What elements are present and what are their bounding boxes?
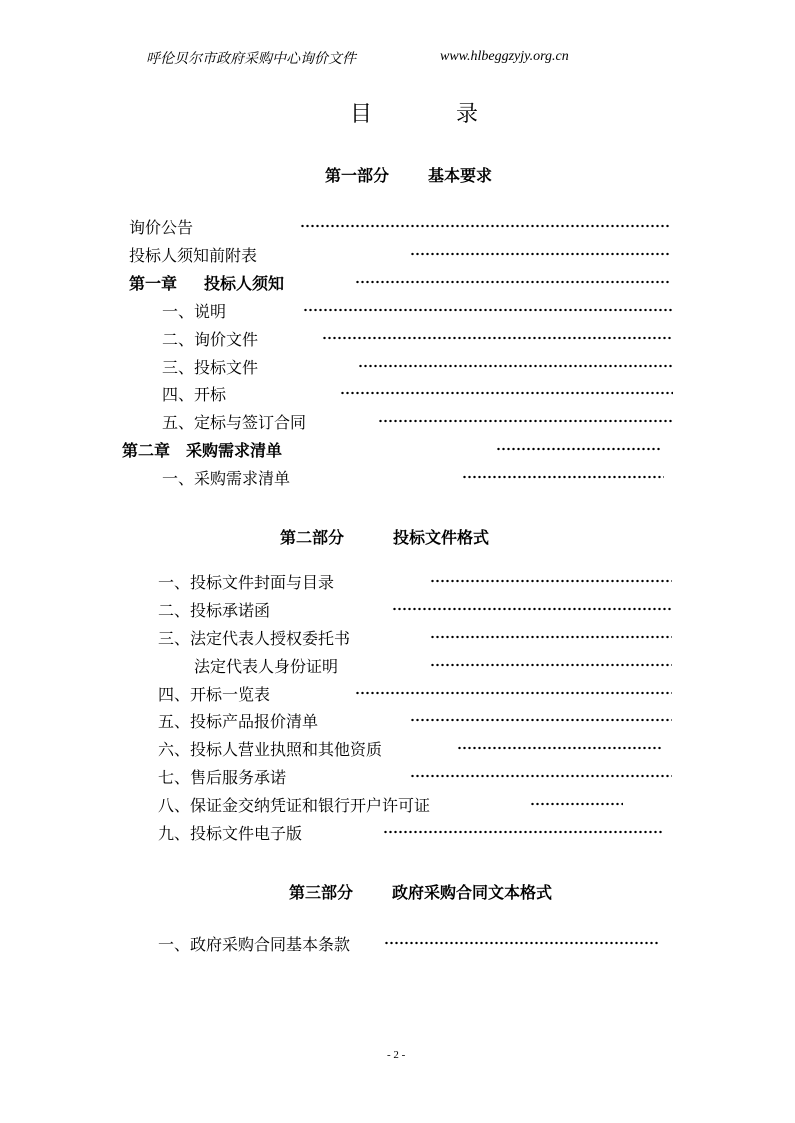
part3-label: 第三部分 <box>289 883 354 902</box>
toc-entry: 九、投标文件电子版 <box>158 824 303 843</box>
toc-title-left: 目 <box>350 102 373 127</box>
chapter-number: 第二章 <box>122 441 171 460</box>
leader-dots <box>303 306 673 314</box>
toc-entry: 一、说明 <box>162 302 227 321</box>
part1-name: 基本要求 <box>428 166 493 185</box>
toc-entry: 五、投标产品报价清单 <box>158 712 319 731</box>
toc-entry: 二、询价文件 <box>162 330 259 349</box>
leader-dots <box>410 772 672 780</box>
leader-dots <box>340 389 673 397</box>
leader-dots <box>355 689 672 697</box>
header-website: www.hlbeggzyjy.org.cn <box>440 49 569 64</box>
toc-title-right: 录 <box>456 102 479 127</box>
leader-dots <box>462 473 664 481</box>
part3-name: 政府采购合同文本格式 <box>392 883 553 902</box>
chapter-number: 第一章 <box>129 274 178 293</box>
leader-dots <box>430 577 672 585</box>
toc-entry: 四、开标一览表 <box>158 685 271 704</box>
toc-entry: 五、定标与签订合同 <box>162 413 307 432</box>
leader-dots <box>355 278 670 286</box>
leader-dots <box>392 605 672 613</box>
toc-entry: 七、售后服务承诺 <box>158 768 287 787</box>
leader-dots <box>378 417 673 425</box>
part2-label: 第二部分 <box>280 528 345 547</box>
toc-entry: 三、法定代表人授权委托书 <box>158 629 351 648</box>
toc-entry: 询价公告 <box>129 218 194 237</box>
leader-dots <box>300 222 670 230</box>
toc-entry: 一、采购需求清单 <box>162 469 291 488</box>
chapter-title: 投标人须知 <box>204 274 285 293</box>
leader-dots <box>430 661 672 669</box>
leader-dots <box>384 939 660 947</box>
header-document-title: 呼伦贝尔市政府采购中心询价文件 <box>146 51 356 67</box>
part1-label: 第一部分 <box>325 166 390 185</box>
toc-entry: 八、保证金交纳凭证和银行开户许可证 <box>158 796 431 815</box>
page-number: - 2 - <box>387 1049 406 1061</box>
part2-name: 投标文件格式 <box>393 528 490 547</box>
leader-dots <box>430 633 672 641</box>
toc-entry: 一、政府采购合同基本条款 <box>158 935 351 954</box>
leader-dots <box>410 250 670 258</box>
toc-entry: 一、投标文件封面与目录 <box>158 573 335 592</box>
leader-dots <box>410 716 672 724</box>
chapter-title: 采购需求清单 <box>186 441 283 460</box>
leader-dots <box>383 828 662 836</box>
toc-entry: 投标人须知前附表 <box>129 246 258 265</box>
toc-entry: 六、投标人营业执照和其他资质 <box>158 740 383 759</box>
leader-dots <box>530 800 623 808</box>
leader-dots <box>322 334 673 342</box>
toc-entry: 二、投标承诺函 <box>158 601 271 620</box>
toc-entry: 法定代表人身份证明 <box>194 657 339 676</box>
toc-entry: 三、投标文件 <box>162 358 259 377</box>
leader-dots <box>496 445 662 453</box>
toc-entry: 四、开标 <box>162 385 227 404</box>
leader-dots <box>358 362 673 370</box>
leader-dots <box>457 744 661 752</box>
